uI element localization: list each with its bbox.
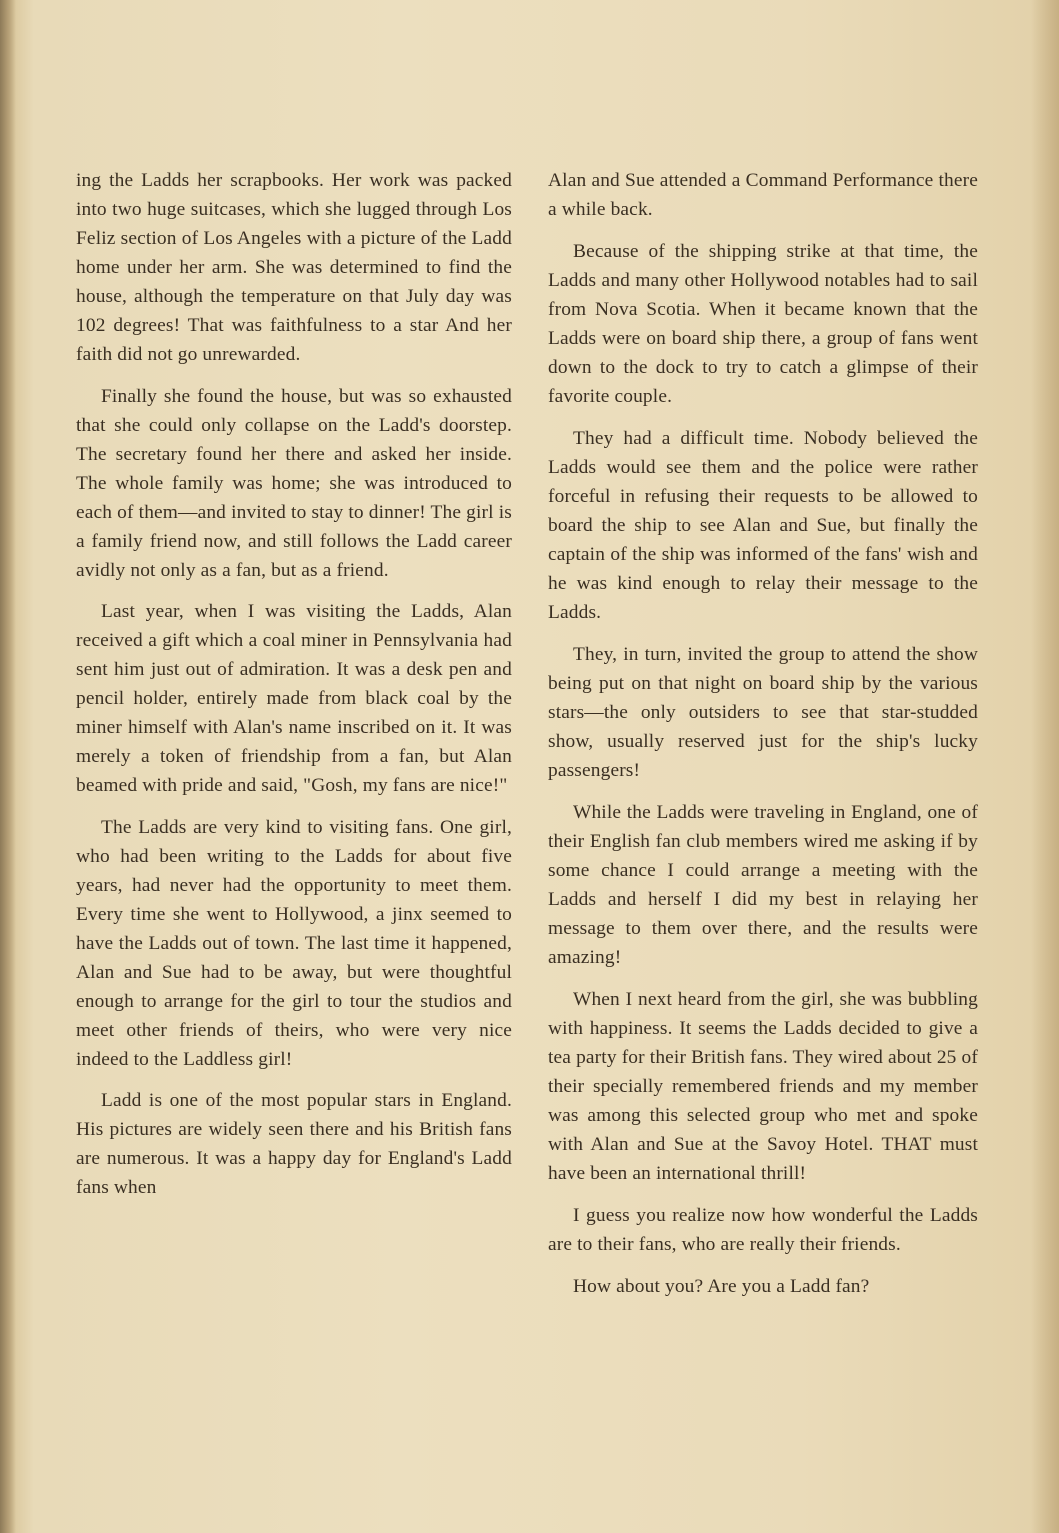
paragraph: Finally she found the house, but was so exhausted that she could only collapse on the Ladd's doorstep. The secretary found her there and asked her inside. The whole family was home; she was introduced to each of them—and invited to stay to dinner! The girl is a family friend now, and still follows the Ladd career avidly not only as a fan, but as a friend.: [76, 385, 512, 581]
paragraph: Ladd is one of the most popular stars in England. His pictures are widely seen there and his British fans are numerous. It was a happy day for England's Ladd fans when: [76, 1090, 512, 1198]
paragraph: When I next heard from the girl, she was bubbling with happiness. It seems the Ladds decided to give a tea party for their British fans. They wired about 25 of their specially remembered friends and my member was among this selected group who met and spoke with Alan and Sue at the Savoy Hotel. THAT must have been an international thrill!: [548, 989, 978, 1184]
page-spine-shadow: [0, 0, 16, 1533]
left-column: [76, 166, 512, 1215]
paragraph: How about you? Are you a Ladd fan?: [573, 1276, 870, 1297]
page-edge-shadow: [1031, 0, 1059, 1533]
right-column: [548, 166, 978, 1314]
paragraph: The Ladds are very kind to visiting fans. One girl, who had been writing to the Ladds for about five years, had never had the opportunity to meet them. Every time she went to Hollywood, a jinx seemed to have the Ladds out of town. The last time it happened, Alan and Sue had to be away, but were thoughtful enough to arrange for the girl to tour the studios and meet other friends of theirs, who were very nice indeed to the Laddless girl!: [76, 816, 512, 1070]
paragraph: They had a difficult time. Nobody believed the Ladds would see them and the police were rather forceful in refusing their requests to be allowed to board the ship to see Alan and Sue, but finally the captain of the ship was informed of the fans' wish and he was kind enough to relay their message to the Ladds.: [548, 428, 978, 623]
paragraph: Because of the shipping strike at that time, the Ladds and many other Hollywood notables had to sail from Nova Scotia. When it became known that the Ladds were on board ship there, a group of fans went down to the dock to try to catch a glimpse of their favorite couple.: [548, 241, 978, 407]
paragraph: Alan and Sue attended a Command Performance there a while back.: [548, 170, 978, 220]
paragraph: ing the Ladds her scrapbooks. Her work was packed into two huge suitcases, which she lugged through Los Feliz section of Los Angeles with a picture of the Ladd home under her arm. She was determined to find the house, although the temperature on that July day was 102 degrees! That was faithfulness to a star And her faith did not go unrewarded.: [76, 170, 512, 365]
paragraph: I guess you realize now how wonderful the Ladds are to their fans, who are really their friends.: [548, 1205, 978, 1255]
paragraph: While the Ladds were traveling in England, one of their English fan club members wired me asking if by some chance I could arrange a meeting with the Ladds and herself I did my best in relaying her message to them over there, and the results were amazing!: [548, 802, 978, 968]
paragraph: They, in turn, invited the group to attend the show being put on that night on board ship by the various stars—the only outsiders to see that star-studded show, usually reserved just for the ship's lucky passengers!: [548, 644, 978, 781]
paragraph: Last year, when I was visiting the Ladds, Alan received a gift which a coal miner in Pennsylvania had sent him just out of admiration. It was a desk pen and pencil holder, entirely made from black coal by the miner himself with Alan's name inscribed on it. It was merely a token of friendship from a fan, but Alan beamed with pride and said, "Gosh, my fans are nice!": [76, 601, 512, 796]
